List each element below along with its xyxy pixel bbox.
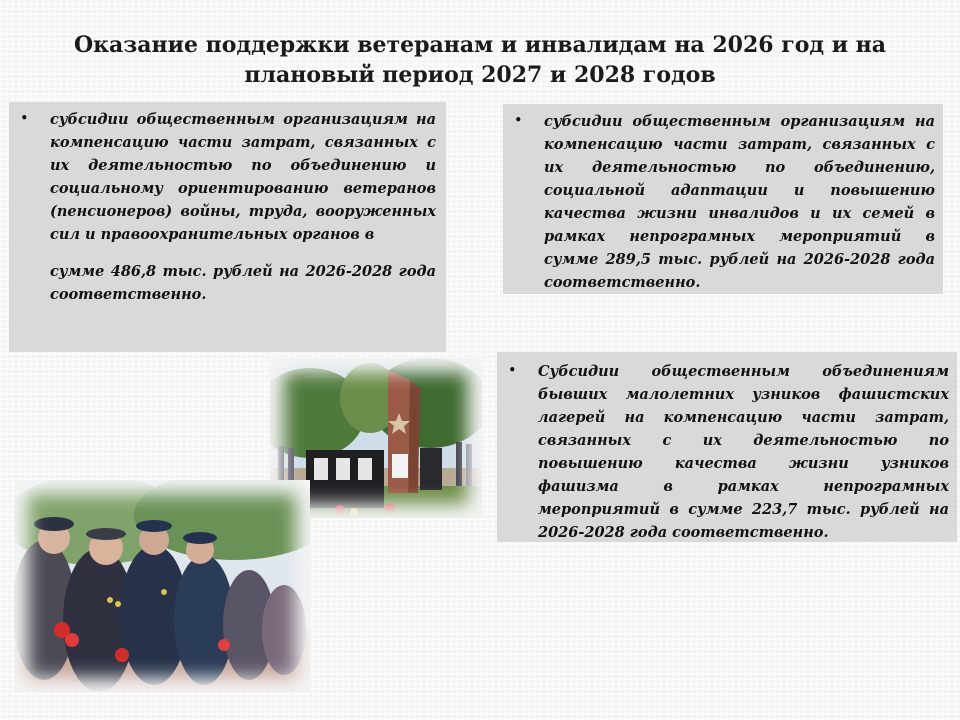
- prisoners-subsidy-box: [497, 352, 957, 542]
- veterans-subsidy-amount: сумме 486,8 тыс. рублей на 2026-2028 года соответственно.: [50, 263, 436, 303]
- veterans-subsidy-list: [14, 108, 436, 306]
- slide-title: [40, 30, 920, 90]
- prisoners-subsidy-text: Субсидии общественным объединениям бывших малолетних узников фашистских лагерей на компенсацию части затрат, связанных с их деятельностью по повышению качества жизни узников фашизма в рамках непрограмных мероприятий в сумме 223,7 тыс. рублей на 2026-2028 года соответственно.: [538, 363, 949, 541]
- veterans-subsidy-text: субсидии общественным организациям на компенсацию части затрат, связанных с их деятельностью по объединению и социальному ориентированию ветеранов (пенсионеров) войны, труда, вооруженных сил и правоохранительных органов в: [50, 111, 436, 243]
- veterans-subsidy-box: [9, 102, 446, 352]
- bullet-marker: •: [508, 363, 517, 379]
- disabled-subsidy-list: [508, 110, 935, 294]
- disabled-subsidy-text: субсидии общественным организациям на компенсацию части затрат, связанных с их деятельностью по объединению, социальной адаптации и повышению качества жизни инвалидов и их семей в рамках непрограмных мероприятий в сумме 289,5 тыс. рублей на 2026-2028 года соответственно.: [544, 113, 935, 291]
- prisoners-subsidy-list: [502, 360, 949, 544]
- veterans-illustration: [14, 480, 310, 692]
- slide-title-line-2: плановый период 2027 и 2028 годов: [244, 62, 716, 88]
- slide-title-line-1: Оказание поддержки ветеранам и инвалидам на 2026 год и на: [73, 32, 887, 58]
- veterans-photo: [14, 480, 310, 692]
- list-item: [502, 360, 949, 544]
- list-item: [14, 108, 436, 306]
- bullet-marker: •: [20, 111, 29, 127]
- list-item: [508, 110, 935, 294]
- disabled-subsidy-box: [503, 104, 943, 294]
- bullet-marker: •: [514, 113, 523, 129]
